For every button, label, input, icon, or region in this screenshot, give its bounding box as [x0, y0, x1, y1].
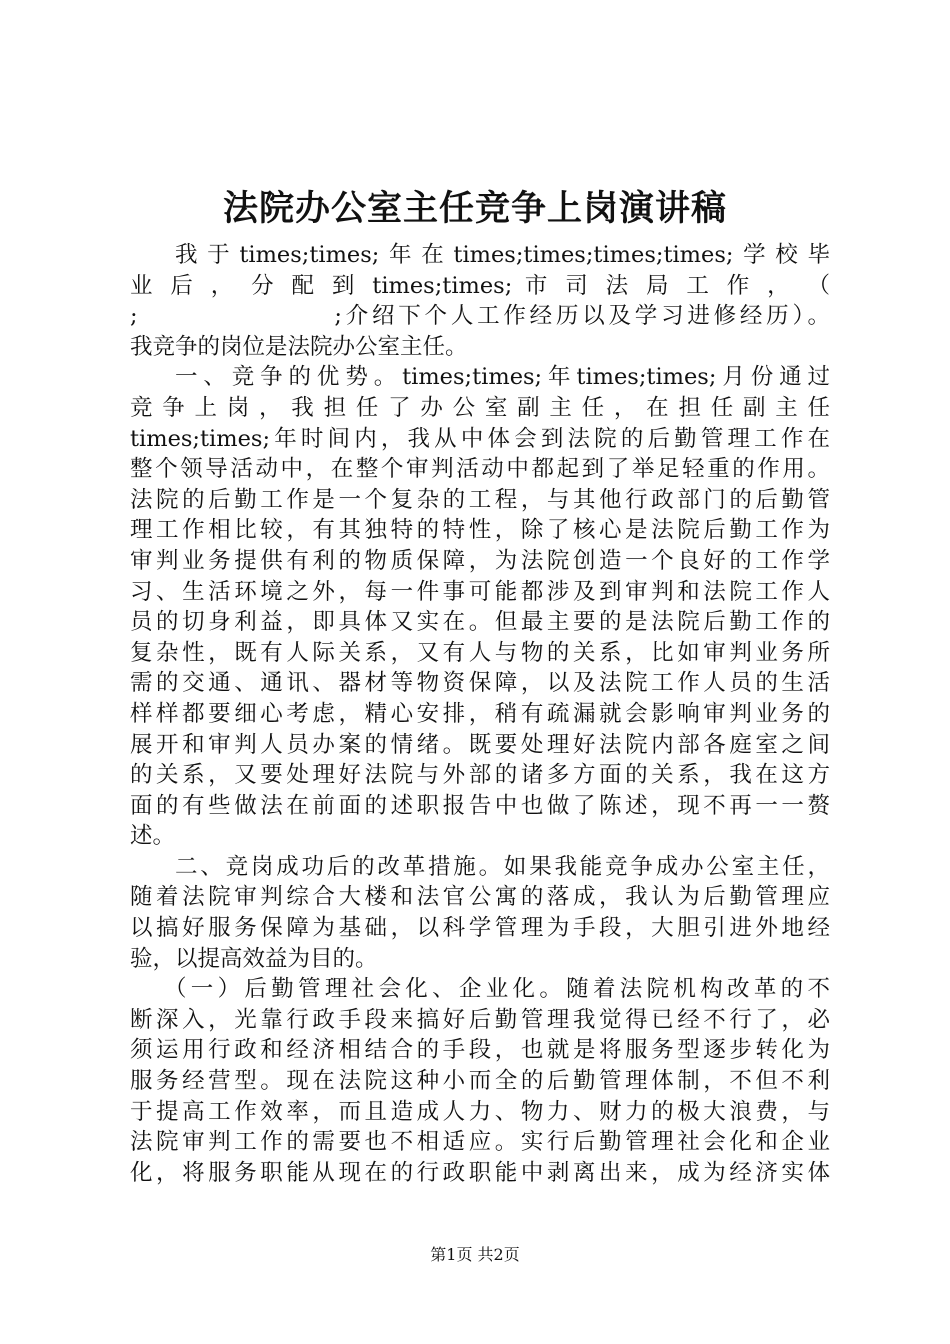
text-line: 化，将服务职能从现在的行政职能中剥离出来，成为经济实体	[130, 1159, 830, 1186]
text-line: 面的有些做法在前面的述职报告中也做了陈述，现不再一一赘	[130, 792, 830, 819]
text-line: 员的切身利益，即具体又实在。但最主要的是法院后勤工作的	[130, 609, 830, 636]
text-line: 服务经营型。现在法院这种小而全的后勤管理体制，不但不利	[130, 1068, 830, 1095]
page-number-footer: 第1页 共2页	[430, 1245, 520, 1264]
text-line: 述。	[130, 823, 176, 850]
text-line: 我于times;times;年在times;times;times;times;学校毕	[175, 242, 830, 268]
text-line: 法院的后勤工作是一个复杂的工程，与其他行政部门的后勤管	[130, 486, 830, 513]
text-line: 法院审判工作的需要也不相适应。实行后勤管理社会化和企业	[130, 1129, 830, 1156]
text-line: 二、竞岗成功后的改革措施。如果我能竞争成办公室主任，	[175, 853, 830, 880]
text-line: 须运用行政和经济相结合的手段，也就是将服务型逐步转化为	[130, 1037, 830, 1064]
text-line: 我竞争的岗位是法院办公室主任。	[130, 333, 468, 360]
document-body	[130, 240, 830, 1188]
text-line: 业 后 ， 分 配 到 times;times; 市 司 法 局 工 作 ， （	[130, 272, 830, 299]
text-line: 于提高工作效率，而且造成人力、物力、财力的极大浪费，与	[130, 1098, 830, 1125]
document-title: 法院办公室主任竞争上岗演讲稿	[222, 188, 727, 229]
text-line: ; ;介绍下个人工作经历以及学习进修经历）。	[130, 303, 830, 330]
text-line: 断深入，光靠行政手段来搞好后勤管理我觉得已经不行了，必	[130, 1006, 830, 1033]
text-line: 以搞好服务保障为基础，以科学管理为手段，大胆引进外地经	[130, 915, 830, 942]
text-line: 的关系，又要处理好法院与外部的诸多方面的关系，我在这方	[130, 762, 830, 789]
text-line: 整个领导活动中，在整个审判活动中都起到了举足轻重的作用。	[130, 456, 830, 483]
text-line: 随着法院审判综合大楼和法官公寓的落成，我认为后勤管理应	[130, 884, 830, 911]
text-line: 展开和审判人员办案的情绪。既要处理好法院内部各庭室之间	[130, 731, 830, 758]
text-line: 一、竞争的优势。times;times;年times;times;月份通过	[175, 364, 830, 391]
text-line: （一）后勤管理社会化、企业化。随着法院机构改革的不	[164, 976, 830, 1003]
text-line: 理工作相比较，有其独特的特性，除了核心是法院后勤工作为	[130, 517, 830, 544]
text-line: 需的交通、通讯、器材等物资保障，以及法院工作人员的生活	[130, 670, 830, 697]
text-line: 复杂性，既有人际关系，又有人与物的关系，比如审判业务所	[130, 639, 830, 666]
text-line: times;times;年时间内，我从中体会到法院的后勤管理工作在	[130, 425, 830, 452]
text-line: 竞 争 上 岗 ， 我 担 任 了 办 公 室 副 主 任 ， 在 担 任 副 主 任	[130, 394, 830, 421]
text-line: 样样都要细心考虑，精心安排，稍有疏漏就会影响审判业务的	[130, 700, 830, 727]
text-line: 验，以提高效益为目的。	[130, 945, 378, 972]
text-line: 审判业务提供有利的物质保障，为法院创造一个良好的工作学	[130, 547, 830, 574]
text-line: 习、生活环境之外，每一件事可能都涉及到审判和法院工作人	[130, 578, 830, 605]
